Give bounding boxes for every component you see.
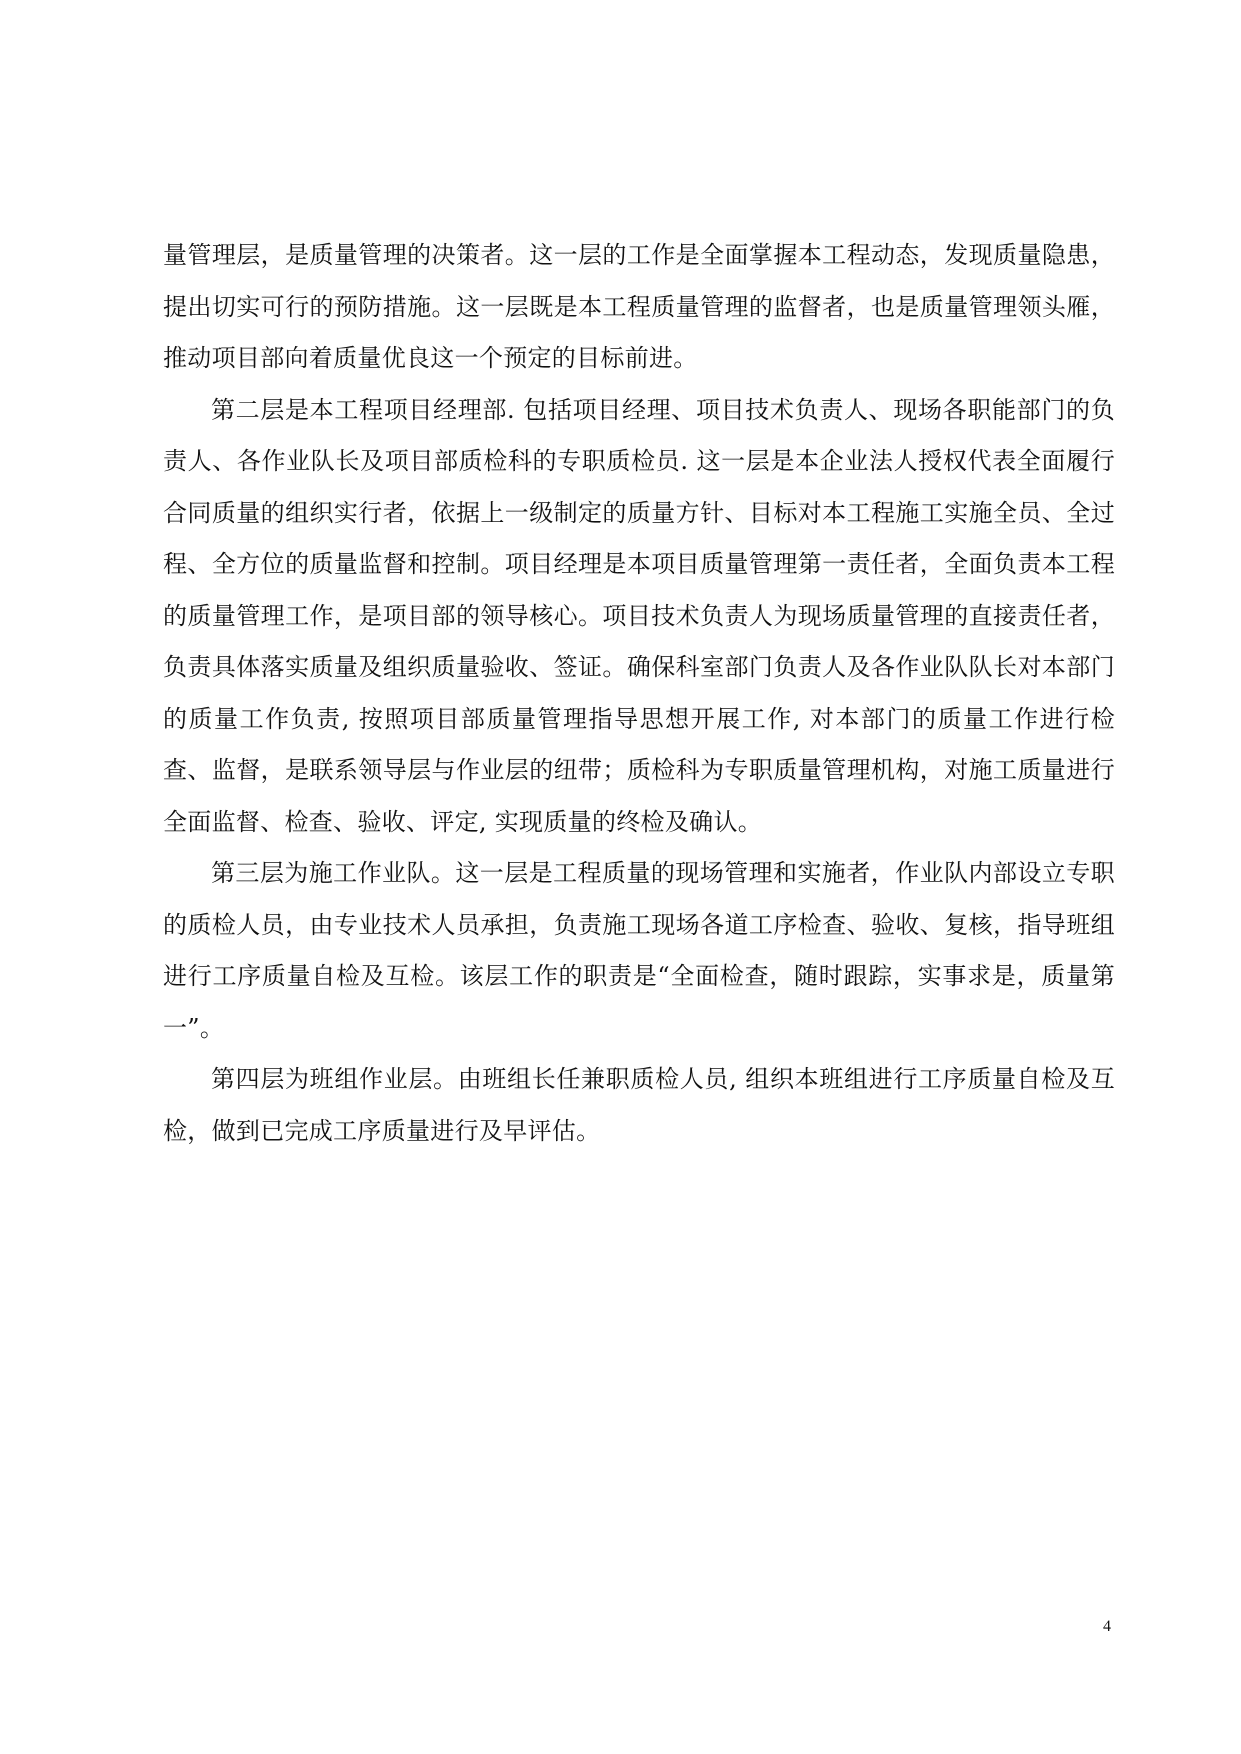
paragraph-continued: 量管理层，是质量管理的决策者。这一层的工作是全面掌握本工程动态，发现质量隐患，提出切实可行的预防措施。这一层既是本工程质量管理的监督者，也是质量管理领头雁，推动项目部向着质量优良这一个预定的目标前进。 (163, 241, 1115, 372)
page-number: 4 (1103, 1618, 1111, 1635)
document-body (163, 230, 1115, 1157)
paragraph-third-layer: 第三层为施工作业队。这一层是工程质量的现场管理和实施者，作业队内部设立专职的质检人员，由专业技术人员承担，负责施工现场各道工序检查、验收、复核，指导班组进行工序质量自检及互检。该层工作的职责是“全面检查，随时跟踪，实事求是，质量第一”。 (163, 859, 1115, 1042)
paragraph-second-layer: 第二层是本工程项目经理部. 包括项目经理、项目技术负责人、现场各职能部门的负责人、各作业队长及项目部质检科的专职质检员. 这一层是本企业法人授权代表全面履行合同质量的组织实行者，依据上一级制定的质量方针、目标对本工程施工实施全员、全过程、全方位的质量监督和控制。项目经理是本项目质量管理第一责任者，全面负责本工程的质量管理工作，是项目部的领导核心。项目技术负责人为现场质量管理的直接责任者，负责具体落实质量及组织质量验收、签证。确保科室部门负责人及各作业队队长对本部门的质量工作负责, 按照项目部质量管理指导思想开展工作, 对本部门的质量工作进行检查、监督，是联系领导层与作业层的纽带；质检科为专职质量管理机构，对施工质量进行全面监督、检查、验收、评定, 实现质量的终检及确认。 (163, 395, 1115, 836)
paragraph-fourth-layer: 第四层为班组作业层。由班组长任兼职质检人员, 组织本班组进行工序质量自检及互检，做到已完成工序质量进行及早评估。 (163, 1065, 1115, 1145)
